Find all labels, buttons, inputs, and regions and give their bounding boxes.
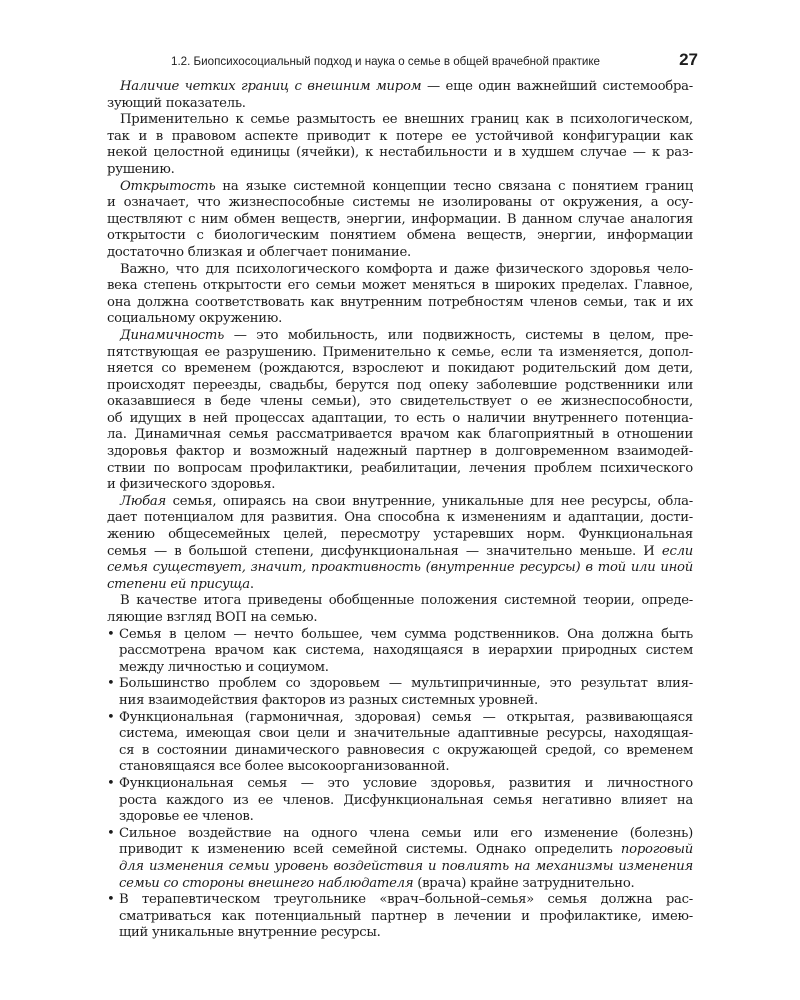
- text-line: [107, 345, 693, 362]
- text-line: [107, 112, 693, 129]
- text-segment: (врача) крайне затруднительно.: [413, 875, 635, 891]
- text-line: [107, 96, 693, 113]
- text-line: [107, 510, 693, 527]
- text-line: [107, 676, 693, 693]
- text-line: [107, 693, 693, 710]
- text-segment: между личностью и социумом.: [119, 659, 329, 675]
- italic-text: Динамичность: [120, 327, 225, 343]
- list-item: [107, 892, 693, 942]
- italic-text: если: [661, 543, 693, 559]
- text-line: [107, 909, 693, 926]
- text-segment: на языке системной концепции тесно связана с понятием границ: [215, 178, 693, 194]
- text-segment: сматриваться как потенциальный партнер в лечении и профилактике, имею-: [119, 908, 693, 924]
- text-line: [107, 892, 693, 909]
- text-line: [107, 726, 693, 743]
- text-segment: Семья в целом — нечто большее, чем сумма родственников. Она должна быть: [119, 626, 693, 642]
- text-line: [107, 162, 693, 179]
- text-line: [107, 129, 693, 146]
- text-line: [107, 776, 693, 793]
- text-segment: няется со временем (рождаются, взрослеют и покидают родительский дом дети,: [107, 361, 693, 377]
- italic-text: Наличие четких границ с внешним миром: [120, 79, 422, 94]
- text-line: [107, 527, 693, 544]
- text-segment: и физического здоровья.: [107, 477, 276, 493]
- text-segment: Важно, что для психологического комфорта и даже физического здоровья чело-: [120, 261, 693, 277]
- running-title: 1.2. Биопсихосоциальный подход и наука о семье в общей врачебной практике: [171, 55, 601, 68]
- text-line: [107, 179, 693, 196]
- list-item: [107, 676, 693, 709]
- paragraph: [107, 112, 693, 178]
- running-header: [163, 52, 698, 74]
- bullet-icon: •: [107, 892, 115, 908]
- italic-text: семьи со стороны внешнего наблюдателя: [119, 875, 414, 891]
- bullet-icon: •: [107, 676, 115, 692]
- bullet-icon: •: [107, 626, 115, 642]
- text-line: [107, 477, 693, 494]
- text-segment: она должна соответствовать как внутренним потребностям членов семьи, так и их: [107, 294, 693, 310]
- text-segment: достаточно близкая и облегчает понимание.: [107, 244, 411, 260]
- text-line: [107, 427, 693, 444]
- text-line: [107, 228, 693, 245]
- text-segment: здоровья фактор и возможный надежный партнер в долговременном взаимодей-: [107, 444, 693, 460]
- text-line: [107, 627, 693, 644]
- text-segment: об идущих в ней процессах адаптации, то есть о наличии внутреннего потенциа-: [107, 410, 693, 426]
- text-line: [107, 593, 693, 610]
- text-segment: щий уникальные внутренние ресурсы.: [119, 925, 381, 941]
- text-line: [107, 842, 693, 859]
- text-line: [107, 361, 693, 378]
- text-segment: становящаяся все более высокоорганизованной.: [119, 759, 450, 775]
- text-line: [107, 643, 693, 660]
- text-line: [107, 262, 693, 279]
- paragraph: [107, 328, 693, 494]
- italic-text: Любая: [120, 493, 167, 509]
- text-segment: и означает, что жизнеспособные системы не изолированы от окружения, а осу-: [107, 195, 693, 211]
- text-line: [107, 245, 693, 262]
- text-line: [107, 859, 693, 876]
- text-segment: — еще один важнейший системообра-: [421, 79, 693, 94]
- text-segment: Функциональная семья — это условие здоровья, развития и личностного: [119, 775, 693, 791]
- list-item: [107, 776, 693, 826]
- text-line: [107, 444, 693, 461]
- text-segment: ществляют с ним обмен веществ, энергии, информации. В данном случае аналогия: [107, 211, 693, 227]
- text-line: [107, 311, 693, 328]
- italic-text: Открытость: [120, 178, 216, 194]
- paragraph: [107, 179, 693, 262]
- text-line: [107, 461, 693, 478]
- text-line: [107, 577, 693, 594]
- body-text: [107, 79, 693, 942]
- text-segment: система, имеющая свои цели и значительные адаптивные ресурсы, находящая-: [119, 726, 693, 742]
- text-segment: ляющие взгляд ВОП на семью.: [107, 610, 318, 625]
- text-segment: Большинство проблем со здоровьем — мультипричинные, это результат влия-: [119, 676, 693, 692]
- text-segment: зующий показатель.: [107, 95, 246, 111]
- page-number: 27: [679, 50, 698, 69]
- text-line: [107, 743, 693, 760]
- text-line: [107, 660, 693, 677]
- italic-text: семья существует, значит, проактивность (внутренние ресурсы) в той или иной: [107, 560, 693, 576]
- text-line: [107, 79, 693, 96]
- text-segment: ния взаимодействия факторов из разных системных уровней.: [119, 692, 538, 708]
- text-segment: Применительно к семье размытость ее внешних границ как в психологическом,: [120, 112, 693, 128]
- text-line: [107, 145, 693, 162]
- text-segment: ла. Динамичная семья рассматривается врачом как благоприятный в отношении: [107, 427, 693, 443]
- text-segment: Сильное воздействие на одного члена семьи или его изменение (болезнь): [119, 825, 693, 841]
- text-line: [107, 394, 693, 411]
- text-line: [107, 212, 693, 229]
- list-item: [107, 826, 693, 892]
- text-line: [107, 544, 693, 561]
- text-segment: приводит к изменению всей семейной системы. Однако определить: [119, 842, 621, 858]
- text-line: [107, 195, 693, 212]
- italic-text: для изменения семьи уровень воздействия и повлиять на механизмы изменения: [119, 858, 693, 874]
- text-segment: пятствующая ее разрушению. Применительно к семье, если та изменяется, допол-: [107, 344, 693, 360]
- bullet-list: [107, 627, 693, 942]
- text-segment: жению общесемейных целей, пересмотру устаревших норм. Функциональная: [107, 527, 693, 543]
- bullet-icon: •: [107, 709, 115, 725]
- text-line: [107, 295, 693, 312]
- text-segment: .: [249, 576, 254, 592]
- bullet-icon: •: [107, 825, 115, 841]
- text-line: [107, 759, 693, 776]
- text-segment: семья, опираясь на свои внутренние, уникальные для нее ресурсы, обла-: [166, 493, 693, 509]
- paragraph: [107, 593, 693, 626]
- text-segment: открытости с биологическим понятием обмена веществ, энергии, информации: [107, 228, 693, 244]
- list-item: [107, 710, 693, 776]
- text-segment: ствии по вопросам профилактики, реабилитации, лечения проблем психического: [107, 460, 693, 476]
- text-segment: здоровье ее членов.: [119, 809, 254, 825]
- text-segment: роста каждого из ее членов. Дисфункциональная семья негативно влияет на: [119, 792, 693, 808]
- paragraph: [107, 494, 693, 594]
- paragraph: [107, 262, 693, 328]
- text-line: [107, 710, 693, 727]
- text-segment: ся в состоянии динамического равновесия с окружающей средой, со временем: [119, 742, 693, 758]
- text-line: [107, 411, 693, 428]
- paragraph: [107, 79, 693, 112]
- text-segment: так и в правовом аспекте приводит к потере ее устойчивой конфигурации как: [107, 128, 693, 144]
- text-line: [107, 809, 693, 826]
- text-segment: рассмотрена врачом как система, находящаяся в иерархии природных систем: [119, 643, 693, 659]
- text-segment: В терапевтическом треугольнике «врач–больной–семья» семья должна рас-: [119, 892, 693, 908]
- bullet-icon: •: [107, 775, 115, 791]
- text-line: [107, 793, 693, 810]
- list-item: [107, 627, 693, 677]
- text-segment: происходят переезды, свадьбы, берутся под опеку заболевшие родственники или: [107, 377, 693, 393]
- text-line: [107, 378, 693, 395]
- text-line: [107, 826, 693, 843]
- text-line: [107, 876, 693, 893]
- text-segment: рушению.: [107, 161, 175, 177]
- text-line: [107, 560, 693, 577]
- text-line: [107, 328, 693, 345]
- italic-text: степени ей присуща: [107, 576, 250, 592]
- text-segment: В качестве итога приведены обобщенные положения системной теории, опреде-: [120, 593, 693, 609]
- text-line: [107, 925, 693, 942]
- text-segment: семья — в большой степени, дисфункциональная — значительно меньше. И: [107, 543, 662, 559]
- text-segment: Функциональная (гармоничная, здоровая) семья — открытая, развивающаяся: [119, 709, 693, 725]
- text-line: [107, 494, 693, 511]
- text-segment: социальному окружению.: [107, 311, 283, 327]
- text-segment: — это мобильность, или подвижность, системы в целом, пре-: [224, 327, 693, 343]
- text-segment: дает потенциалом для развития. Она способна к изменениям и адаптации, дости-: [107, 510, 693, 526]
- italic-text: пороговый: [620, 842, 693, 858]
- text-segment: некой целостной единицы (ячейки), к нестабильности и в худшем случае — к раз-: [107, 145, 693, 161]
- text-segment: оказавшиеся в беде члены семьи), это свидетельствует о ее жизнеспособности,: [107, 394, 693, 410]
- text-line: [107, 278, 693, 295]
- text-segment: века степень открытости его семьи может меняться в широких пределах. Главное,: [107, 278, 693, 294]
- text-line: [107, 610, 693, 627]
